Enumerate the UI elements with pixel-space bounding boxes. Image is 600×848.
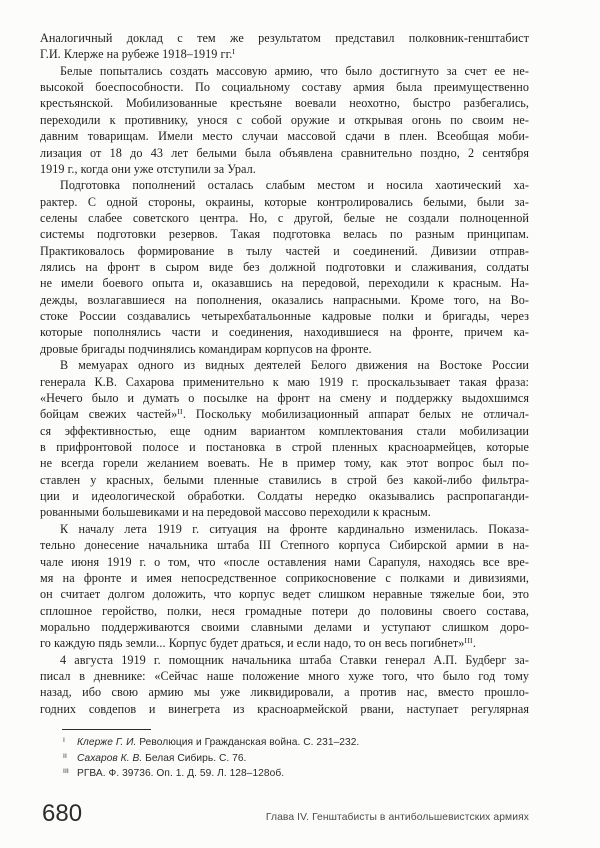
- text-line: годних совдепов и винегрета из красноармейской рвани, наступает регулярная: [40, 701, 529, 716]
- footnotes-section: [40, 729, 529, 782]
- footnotes-separator: [62, 729, 151, 730]
- text-line: стоке России создавались четырехбатальонные кадровые полки и бригады, через: [40, 309, 529, 324]
- footnote-item: [40, 751, 529, 767]
- text-line: К началу лета 1919 г. ситуация на фронте кардинально изменилась. Показа-: [60, 521, 529, 536]
- footnote-reference: III: [464, 636, 473, 646]
- text-line: 4 августа 1919 г. помощник начальника штаба Ставки генерал А.П. Будберг за-: [60, 652, 529, 667]
- text-line: давним товарищам. Имели место случаи массовой сдачи в плен. Всеобщая моби-: [40, 129, 529, 144]
- footnote-list: [40, 735, 529, 782]
- text-line: «Нечего было и думать о посылке на фронт на смену и поддержку выдохшимся: [40, 390, 529, 405]
- page-number: 680: [42, 800, 83, 827]
- text-line: морально поддерживаются своими славными делами и уступают слишком доро-: [40, 619, 529, 634]
- text-line: чале июня 1919 г. о том, что «после оставления нами Сарапуля, находясь все вре-: [40, 554, 529, 569]
- text-line: в прифронтовой полосе и постановка в строй пленных красноармейцев, которые: [40, 439, 529, 454]
- text-line: Белые попытались создать массовую армию, что было достигнуто за счет ее не-: [60, 63, 529, 78]
- text-line: ся эффективностью, еще одним вариантом комплектования стали мобилизации: [40, 423, 529, 438]
- text-line: 1919 г., когда они уже отступили за Урал.: [40, 161, 256, 176]
- text-line: крестьянской. Мобилизованные крестьяне воевали неохотно, быстро разбегались,: [40, 96, 529, 111]
- text-line: ставлен у красных, белыми пленные ставились в строй без какой-либо фильтра-: [40, 472, 529, 487]
- text-line: рактер. С одной стороны, окраины, которые контролировались белыми, были за-: [40, 194, 529, 209]
- text-line: Аналогичный доклад с тем же результатом представил полковник-генштабист: [40, 31, 529, 45]
- text-line: мя на фронте и имея непосредственное соприкосновение с полками и дивизиями,: [40, 570, 529, 585]
- text-line: бойцам свежих частей»$^{II}$. Поскольку мобилизационный аппарат белых не отличал-: [40, 407, 529, 422]
- text-line: ции и идеологической обработки. Солдаты нередко оказывались распропаганди-: [40, 489, 529, 504]
- footnote-text: РГВА. Ф. 39736. Оп. 1. Д. 59. Л. 128–128об.: [77, 768, 285, 780]
- footnote-item: [40, 766, 529, 782]
- text-line: го каждую пядь земли... Корпус будет драться, и если надо, то он весь погибнет»$^{III}$.: [40, 636, 476, 651]
- text-line: которые пополнялись части и соединения, находившиеся на фронте, причем ка-: [40, 325, 529, 340]
- footnote-text: Сахаров К. В. Белая Сибирь. С. 76.: [77, 752, 247, 764]
- text-line: он считает долгом доложить, что корпус ведет слишком неравные тяжелые бои, это: [40, 587, 529, 602]
- text-line: Подготовка пополнений осталась слабым местом и носила хаотический ха-: [60, 178, 529, 193]
- footnote-item: [40, 735, 529, 751]
- text-line: не всегда горели желанием воевать. Не в пример тому, как этот вопрос был по-: [40, 456, 529, 471]
- text-line: дежды, возлагавшиеся на пополнения, оказались напрасными. Кроме того, на Во-: [40, 292, 529, 307]
- footnote-marker: III: [63, 768, 69, 776]
- text-line: Практиковалось формирование в тылу частей и соединений. Дивизии отправ-: [40, 243, 529, 258]
- text-line: В мемуарах одного из видных деятелей Белого движения на Востоке России: [60, 358, 529, 373]
- footnote-marker: II: [63, 752, 67, 760]
- footnote-reference: I: [232, 47, 236, 57]
- text-line: назад, ибо свою армию мы уже ликвидировали, а против нас, вместо прошло-: [40, 685, 529, 700]
- text-line: селены слабее советского центра. Но, с другой, белые не создали полноценной: [40, 210, 529, 225]
- footnote-reference: II: [177, 407, 183, 417]
- footnote-marker: I: [63, 737, 65, 745]
- text-line: переходили к противнику, унося с собой оружие и открывая огонь по своим не-: [40, 112, 529, 127]
- text-line: не имели боевого опыта и, оказавшись на передовой, переходили к красным. На-: [40, 276, 529, 291]
- footnote-text: Клерже Г. И. Революция и Гражданская война. С. 231–232.: [77, 737, 360, 749]
- text-line: лялись на фронт в сыром виде без должной подготовки и слаживания, солдаты: [40, 260, 529, 275]
- text-line: тельно донесение начальника штаба III Степного корпуса Сибирской армии в на-: [40, 538, 529, 553]
- text-line: лизация от 18 до 43 лет белыми была объявлена сравнительно поздно, 2 сентября: [40, 145, 529, 160]
- running-title: Глава IV. Генштабисты в антибольшевистских армиях: [265, 812, 529, 823]
- text-line: рованными большевиками и на передовой массово переходили к красным.: [40, 505, 431, 520]
- text-line: высокой боеспособности. По социальному составу армия была преимущественно: [40, 80, 529, 95]
- text-line: системы подготовки резервов. Такая подготовка велась по разным принципам.: [40, 227, 529, 242]
- text-line: сплошное геройство, полки, неся громадные потери до половины своего состава,: [40, 603, 529, 618]
- body-text: [40, 30, 529, 717]
- text-line: генерала К.В. Сахарова применительно к маю 1919 г. проскальзывает такая фраза:: [40, 374, 529, 389]
- text-line: Г.И. Клерже на рубеже 1918–1919 гг.$^I$: [40, 47, 236, 62]
- text-line: дровые бригады подчинялись командирам корпусов на фронте.: [40, 341, 372, 356]
- text-line: писал в дневнике: «Сейчас наше положение много хуже того, что было год тому: [40, 669, 529, 684]
